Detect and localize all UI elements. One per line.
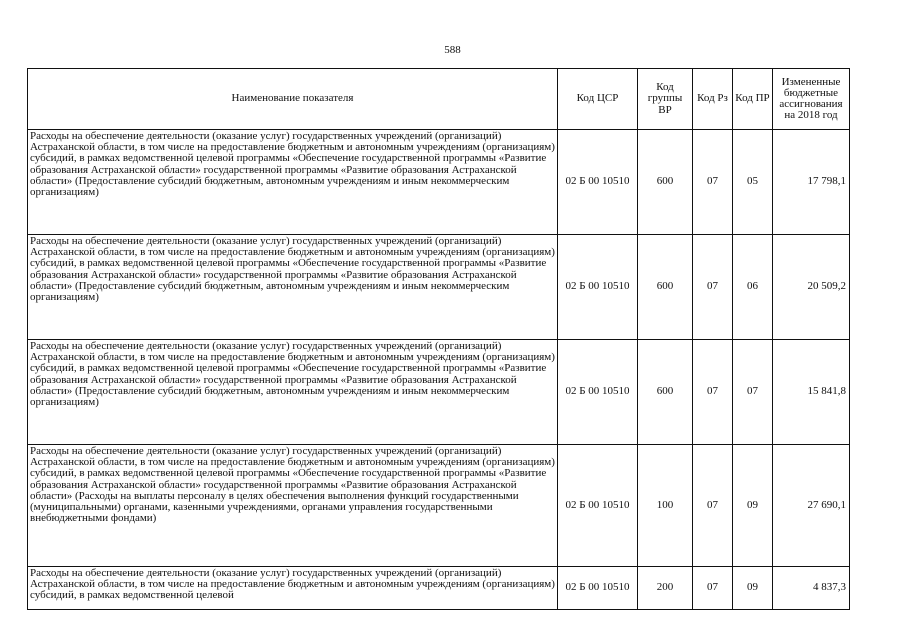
csr-code-cell: 02 Б 00 10510 — [558, 567, 638, 610]
amount-cell: 27 690,1 — [773, 445, 850, 567]
table-row — [28, 130, 850, 235]
table-row — [28, 235, 850, 340]
amount-cell: 20 509,2 — [773, 235, 850, 340]
csr-code-cell: 02 Б 00 10510 — [558, 340, 638, 445]
pr-code-cell: 06 — [733, 235, 773, 340]
vr-code-cell: 200 — [638, 567, 693, 610]
pr-code-cell: 09 — [733, 445, 773, 567]
indicator-name-cell: Расходы на обеспечение деятельности (оказание услуг) государственных учреждений (организаций) Астраханской области, в том числе на предоставление бюджетным и автономным учреждениям (организациям) субсидий, в рамках ведомственной целевой — [28, 567, 558, 610]
header-csr-code: Код ЦСР — [558, 69, 638, 130]
rz-code-cell: 07 — [693, 130, 733, 235]
amount-cell: 17 798,1 — [773, 130, 850, 235]
csr-code-cell: 02 Б 00 10510 — [558, 445, 638, 567]
pr-code-cell: 09 — [733, 567, 773, 610]
table-row — [28, 445, 850, 567]
table-header-row — [28, 69, 850, 130]
header-indicator-name: Наименование показателя — [28, 69, 558, 130]
table-row — [28, 567, 850, 610]
page-number: 588 — [444, 44, 461, 56]
rz-code-cell: 07 — [693, 340, 733, 445]
indicator-name-cell: Расходы на обеспечение деятельности (оказание услуг) государственных учреждений (организаций) Астраханской области, в том числе на предоставление бюджетным и автономным учреждениям (организациям) субсидий, в рамках ведомственной целевой программы «Обеспечение государственной программы «Развитие образования Астраханской области» государственной программы «Развитие образования Астраханской области» (Расходы на выплаты персоналу в целях обеспечения выполнения функций государственными (муниципальными) органами, казенными учреждениями, органами управления государственными внебюджетными фондами) — [28, 445, 558, 567]
rz-code-cell: 07 — [693, 235, 733, 340]
vr-code-cell: 600 — [638, 235, 693, 340]
amount-cell: 4 837,3 — [773, 567, 850, 610]
pr-code-cell: 05 — [733, 130, 773, 235]
vr-code-cell: 600 — [638, 130, 693, 235]
pr-code-cell: 07 — [733, 340, 773, 445]
rz-code-cell: 07 — [693, 445, 733, 567]
vr-code-cell: 100 — [638, 445, 693, 567]
indicator-name-cell: Расходы на обеспечение деятельности (оказание услуг) государственных учреждений (организаций) Астраханской области, в том числе на предоставление бюджетным и автономным учреждениям (организациям) субсидий, в рамках ведомственной целевой программы «Обеспечение государственной программы «Развитие образования Астраханской области» государственной программы «Развитие образования Астраханской области» (Предоставление субсидий бюджетным, автономным учреждениям и иным некоммерческим организациям) — [28, 235, 558, 340]
amount-cell: 15 841,8 — [773, 340, 850, 445]
header-rz-code: Код Рз — [693, 69, 733, 130]
header-pr-code: Код ПР — [733, 69, 773, 130]
csr-code-cell: 02 Б 00 10510 — [558, 130, 638, 235]
indicator-name-cell: Расходы на обеспечение деятельности (оказание услуг) государственных учреждений (организаций) Астраханской области, в том числе на предоставление бюджетным и автономным учреждениям (организациям) субсидий, в рамках ведомственной целевой программы «Обеспечение государственной программы «Развитие образования Астраханской области» государственной программы «Развитие образования Астраханской области» (Предоставление субсидий бюджетным, автономным учреждениям и иным некоммерческим организациям) — [28, 130, 558, 235]
csr-code-cell: 02 Б 00 10510 — [558, 235, 638, 340]
table-row — [28, 340, 850, 445]
rz-code-cell: 07 — [693, 567, 733, 610]
vr-code-cell: 600 — [638, 340, 693, 445]
budget-table — [27, 68, 850, 610]
header-vr-code: Код группы ВР — [638, 69, 693, 130]
indicator-name-cell: Расходы на обеспечение деятельности (оказание услуг) государственных учреждений (организаций) Астраханской области, в том числе на предоставление бюджетным и автономным учреждениям (организациям) субсидий, в рамках ведомственной целевой программы «Обеспечение государственной программы «Развитие образования Астраханской области» государственной программы «Развитие образования Астраханской области» (Предоставление субсидий бюджетным, автономным учреждениям и иным некоммерческим организациям) — [28, 340, 558, 445]
header-budget-amount: Измененные бюджетные ассигнования на 2018 год — [773, 69, 850, 130]
